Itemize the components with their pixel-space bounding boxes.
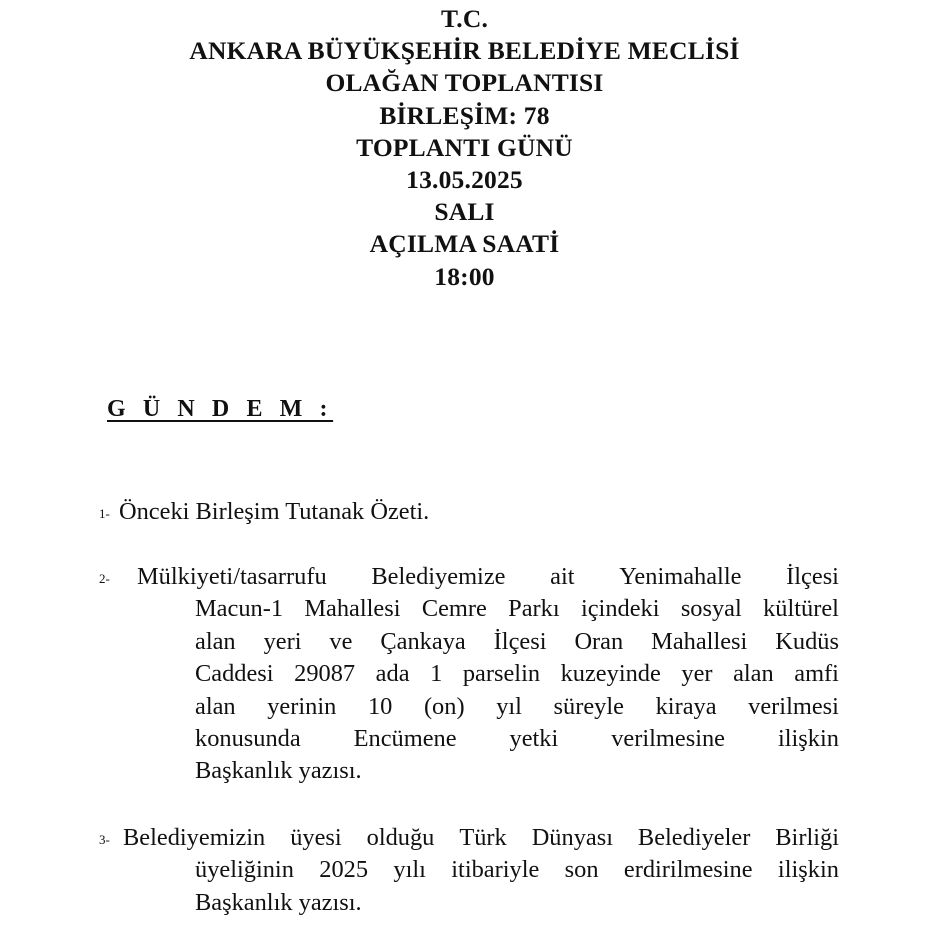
agenda-item-word: ilişkin [777, 856, 839, 884]
agenda-item-word: Belediyeler [637, 824, 751, 851]
agenda-item-word: üyesi [290, 824, 342, 851]
agenda-item-word: 1 [430, 660, 443, 688]
agenda-item-word: içindeki [580, 595, 660, 623]
agenda-item-word: üyeliğinin [195, 856, 294, 884]
agenda-item-word: Türk [459, 824, 507, 851]
agenda-item-word: Kudüs [775, 627, 839, 655]
agenda-item-text-line: Başkanlık yazısı. [195, 757, 362, 785]
agenda-item-word: ait [550, 563, 575, 590]
agenda-item-word: Caddesi [195, 660, 274, 688]
header-country: T.C. [440, 4, 489, 33]
agenda-item-word: ada [375, 660, 410, 688]
agenda-item-word: Belediyemize [371, 563, 506, 590]
header-weekday: SALI [434, 197, 495, 227]
agenda-item-word: son [564, 856, 599, 884]
agenda-item-word: Dünyası [531, 824, 613, 851]
agenda-item-number: 3- [99, 832, 110, 847]
agenda-item-word: verilmesine [611, 724, 726, 752]
agenda-item-word: Mahallesi [651, 627, 748, 655]
agenda-item-word: kültürel [763, 595, 839, 623]
agenda-item-word: alan [195, 627, 236, 655]
agenda-item-word: sosyal [680, 595, 742, 623]
agenda-item-word: yetki [509, 724, 559, 752]
agenda-item [0, 822, 929, 922]
agenda-item-text-line [195, 723, 839, 755]
agenda-item-word: Cemre [421, 595, 487, 623]
agenda-item-word: Mahallesi [304, 595, 401, 623]
document-header [0, 3, 929, 293]
agenda-item-text-line [195, 658, 839, 690]
agenda-item-word: İlçesi [786, 563, 839, 590]
agenda-item-word: yerinin [267, 692, 337, 720]
header-meeting-type: OLAĞAN TOPLANTISI [325, 68, 604, 98]
agenda-item-word: Yenimahalle [619, 563, 742, 590]
agenda-item-text-line: Başkanlık yazısı. [195, 888, 362, 916]
agenda-item-word: yeri [263, 627, 302, 655]
agenda-item-word: Macun-1 [195, 595, 284, 623]
agenda-item-word: ve [329, 627, 353, 655]
agenda-item-number: 1- [99, 506, 110, 521]
agenda-item-word: kuzeyinde [560, 660, 661, 688]
agenda-title: G Ü N D E M : [107, 396, 334, 422]
agenda-item-word: Encümene [353, 724, 457, 752]
agenda-item-word: (on) [423, 692, 465, 720]
agenda-item-text-line [195, 854, 839, 886]
agenda-item-word: süreyle [553, 692, 624, 720]
agenda-item-text-line: Önceki Birleşim Tutanak Özeti. [119, 498, 430, 525]
agenda-item [0, 561, 929, 791]
agenda-item-word: 29087 [294, 660, 356, 688]
agenda-item-word: Mülkiyeti/tasarrufu [137, 563, 327, 590]
agenda-item-word: Belediyemizin [123, 824, 266, 851]
agenda-item-word: erdirilmesine [623, 856, 753, 884]
agenda-item-word: alan [733, 660, 774, 688]
agenda-item-word: olduğu [366, 824, 435, 851]
header-meeting-date: 13.05.2025 [406, 165, 523, 195]
header-meeting-day-label: TOPLANTI GÜNÜ [356, 132, 573, 162]
agenda-item-text-line [137, 561, 839, 593]
agenda-item-word: Oran [574, 627, 624, 655]
agenda-item-word: yer [681, 660, 713, 688]
agenda-item [0, 496, 929, 530]
header-opening-time: 18:00 [434, 261, 495, 291]
agenda-item-word: ilişkin [777, 724, 839, 752]
agenda-item-word: Çankaya [380, 627, 466, 655]
agenda-item-text-line [123, 822, 839, 854]
agenda-item-word: yılı [393, 856, 426, 884]
agenda-item-word: Birliği [775, 824, 839, 851]
agenda-item-word: itibariyle [451, 856, 540, 884]
header-opening-time-label: AÇILMA SAATİ [369, 229, 560, 259]
agenda-item-text-line [195, 593, 839, 625]
agenda-item-word: parselin [462, 660, 541, 688]
agenda-item-continuation [195, 854, 839, 919]
agenda-item-text-line [195, 691, 839, 723]
agenda-item-word: Parkı [508, 595, 560, 623]
agenda-item-number: 2- [99, 571, 110, 586]
agenda-item-word: 2025 [319, 856, 369, 884]
agenda-item-text-line [195, 626, 839, 658]
agenda-item-word: alan [195, 692, 236, 720]
agenda-item-word: amfi [794, 660, 839, 688]
agenda-item-word: İlçesi [493, 627, 547, 655]
agenda-item-word: yıl [496, 692, 522, 720]
agenda-item-continuation [195, 593, 839, 787]
header-council-name: ANKARA BÜYÜKŞEHİR BELEDİYE MECLİSİ [189, 36, 740, 66]
agenda-item-word: 10 [367, 692, 393, 720]
header-session-number: BİRLEŞİM: 78 [379, 100, 550, 130]
agenda-item-word: kiraya [655, 692, 717, 720]
agenda-item-word: konusunda [195, 724, 301, 752]
agenda-item-word: verilmesi [748, 692, 839, 720]
